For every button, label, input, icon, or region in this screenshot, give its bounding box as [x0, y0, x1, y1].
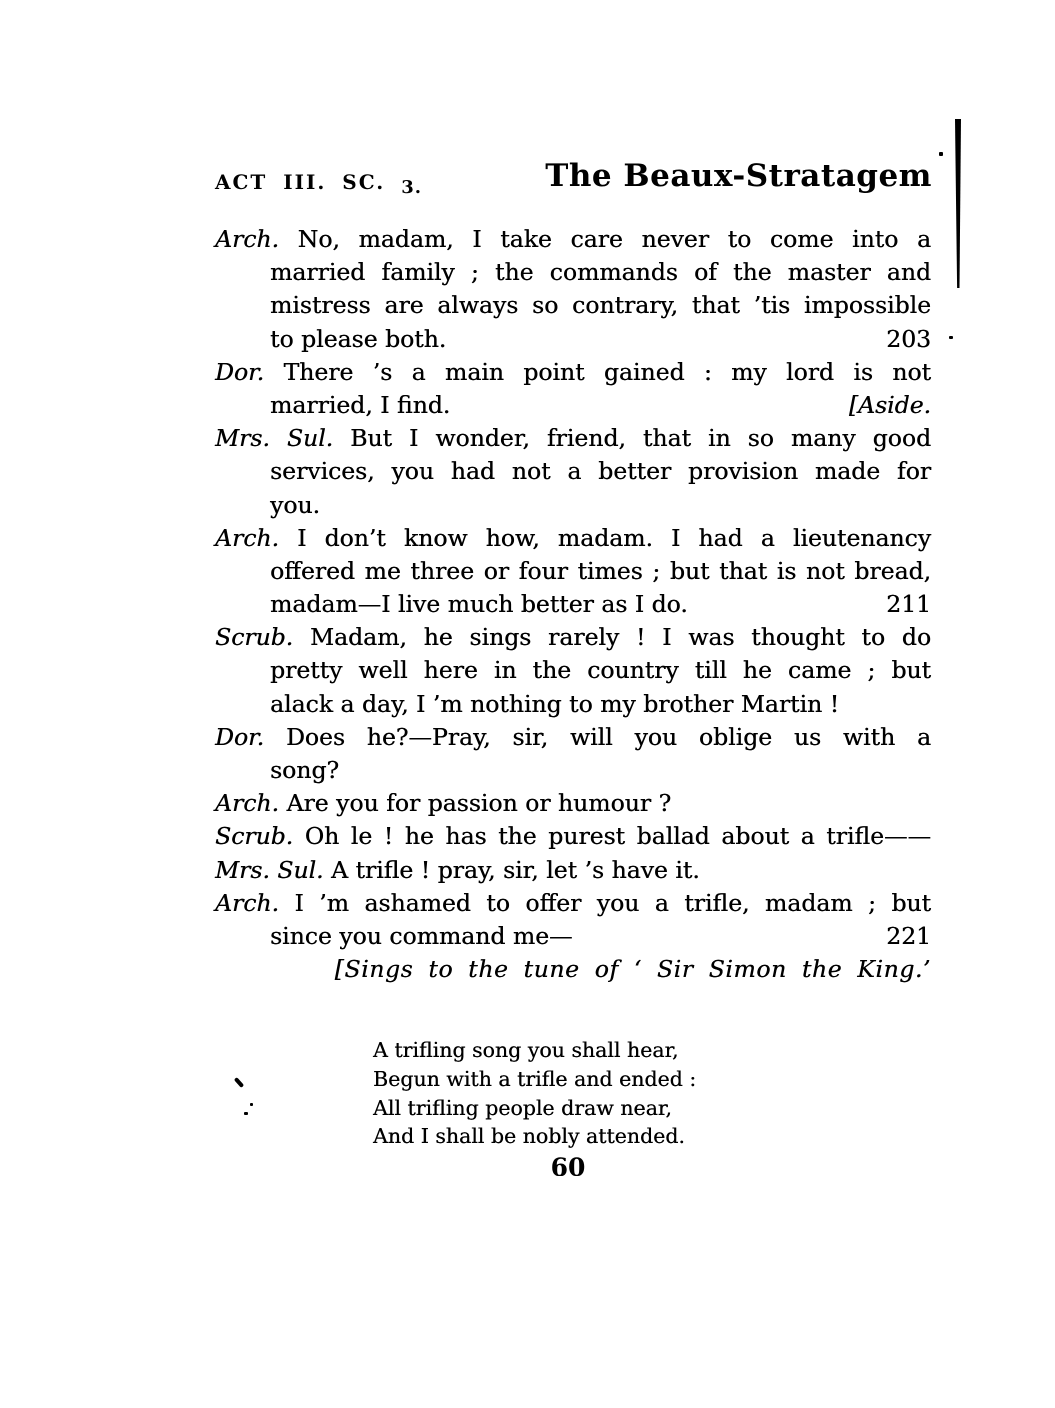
- scan-speck: [949, 336, 953, 339]
- speech-text: No, madam, I take care never to come into a: [297, 225, 931, 253]
- speaker-name: Arch.: [215, 888, 279, 917]
- speech-text: alack a day, I ’m nothing to my brother Martin !: [270, 689, 840, 718]
- speech-text: to please both.: [270, 324, 447, 353]
- speech-line: [215, 356, 931, 389]
- speech-line: [215, 289, 931, 322]
- speech-text: song?: [270, 756, 339, 784]
- speech-line: [215, 721, 931, 754]
- scan-artifact-bar: [955, 119, 961, 288]
- speech-text: There ’s a main point gained : my lord is not: [283, 357, 931, 386]
- page-number: 60: [550, 1153, 586, 1176]
- line-number: 203: [886, 324, 931, 353]
- speech-line: [215, 223, 931, 256]
- scan-speck: [244, 1112, 248, 1115]
- speech-line: [215, 854, 931, 887]
- speech-line: [215, 256, 931, 289]
- speech-line: [215, 323, 931, 356]
- speech-line: [215, 787, 931, 820]
- speech-text: Does he?—Pray, sir, will you oblige us with a: [285, 722, 931, 751]
- speaker-name: Dor.: [215, 357, 265, 386]
- speech-text: married, I find.: [270, 390, 451, 419]
- speaker-name: Scrub.: [215, 822, 294, 851]
- speech-text: services, you had not a better provision made for: [270, 457, 931, 486]
- running-head-act-scene: [215, 170, 423, 198]
- song-line: Begun with a trifle and ended :: [373, 1066, 697, 1091]
- song-line: All trifling people draw near,: [373, 1095, 672, 1120]
- speech-text: Madam, he sings rarely ! I was thought to do: [309, 623, 931, 652]
- speech-line: [215, 522, 931, 555]
- speech-text: A trifle ! pray, sir, let ’s have it.: [331, 855, 700, 884]
- act-scene-label: ACT III. SC.: [215, 170, 386, 194]
- speech-text: madam—I live much better as I do.: [270, 590, 688, 619]
- scan-speck: [939, 152, 943, 156]
- speech-line: [215, 688, 931, 721]
- speech-text: I ’m ashamed to offer you a trifle, madam ; but: [294, 888, 931, 917]
- song-line: A trifling song you shall hear,: [373, 1038, 679, 1062]
- speaker-name: Arch.: [215, 523, 279, 552]
- scan-speck: [250, 1103, 253, 1106]
- speech-text: you.: [270, 490, 321, 519]
- speech-line: [215, 389, 931, 422]
- speech-line: [215, 920, 931, 953]
- speech-line: [215, 820, 931, 853]
- speech-text: offered me three or four times ; but that is not bread,: [270, 556, 931, 585]
- speech-line: [215, 654, 931, 687]
- scene-number: 3.: [401, 177, 423, 198]
- song-line: And I shall be nobly attended.: [373, 1124, 685, 1149]
- aside-direction: [Aside.: [848, 390, 931, 419]
- speech-text: pretty well here in the country till he came ; but: [270, 656, 931, 685]
- speaker-name: Arch.: [215, 225, 279, 253]
- speech-text: But I wonder, friend, that in so many good: [350, 424, 932, 453]
- speech-line: [215, 754, 931, 787]
- line-number: 211: [886, 590, 931, 619]
- speech-text: Are you for passion or humour ?: [286, 789, 672, 818]
- speech-line: [215, 588, 931, 621]
- speech-line: [215, 621, 931, 654]
- speech-text: mistress are always so contrary, that ’tis impossible: [270, 291, 931, 320]
- speech-text: married family ; the commands of the master and: [270, 258, 931, 287]
- speech-line: [215, 455, 931, 488]
- speech-line: [215, 887, 931, 920]
- song-stanza: [373, 1036, 703, 1151]
- speaker-name: Arch.: [215, 789, 279, 818]
- speech-text: since you command me—: [270, 921, 573, 950]
- speech-line: [215, 422, 931, 455]
- speaker-name: Scrub.: [215, 623, 294, 652]
- speaker-name: Mrs. Sul.: [215, 855, 324, 884]
- speaker-name: Mrs. Sul.: [215, 424, 334, 453]
- speech-text: I don’t know how, madam. I had a lieutenancy: [297, 523, 931, 552]
- stage-direction: [Sings to the tune of ‘ Sir Simon the King.’: [334, 955, 931, 984]
- speech-line: [215, 555, 931, 588]
- speech-text: Oh le ! he has the purest ballad about a trifle——: [304, 822, 931, 851]
- scan-speck: [234, 1077, 244, 1088]
- play-text-column: [215, 223, 931, 986]
- speech-line: [215, 489, 931, 522]
- line-number: 221: [886, 921, 931, 950]
- book-title: The Beaux-Stratagem: [545, 158, 932, 194]
- speaker-name: Dor.: [215, 722, 265, 751]
